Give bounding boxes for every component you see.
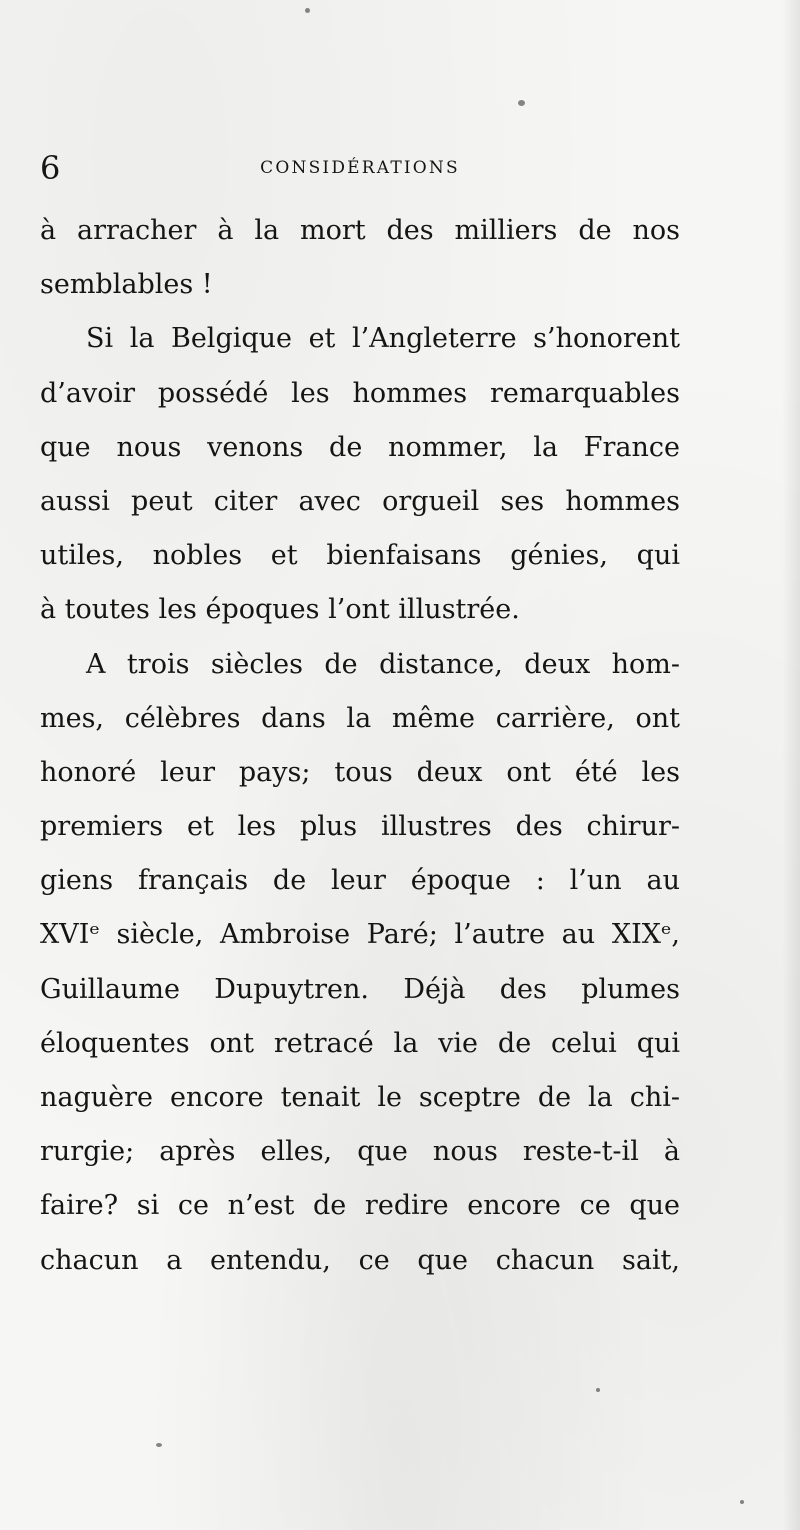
text-line: à arracher à la mort des milliers de nos xyxy=(40,215,680,246)
paper-speck xyxy=(305,8,310,13)
text-line: honoré leur pays; tous deux ont été les xyxy=(40,756,680,788)
text-line: naguère encore tenait le sceptre de la chi- xyxy=(40,1082,680,1113)
text-line: que nous venons de nommer, la France xyxy=(40,431,680,463)
body-text xyxy=(40,204,680,1288)
text-line: aussi peut citer avec orgueil ses hommes xyxy=(40,485,680,517)
paper-speck xyxy=(156,1443,162,1447)
text-line: utiles, nobles et bienfaisans génies, qui xyxy=(40,540,680,572)
text-line: rurgie; après elles, que nous reste-t-il à xyxy=(40,1136,680,1168)
text-line: Guillaume Dupuytren. Déjà des plumes xyxy=(40,973,680,1005)
text-line: mes, célèbres dans la même carrière, ont xyxy=(40,702,680,734)
paper-speck xyxy=(518,100,525,106)
text-line: d’avoir possédé les hommes remarquables xyxy=(40,377,680,409)
text-line: Si la Belgique et l’Angleterre s’honorent xyxy=(86,323,680,355)
text-line: faire? si ce n’est de redire encore ce que xyxy=(40,1190,680,1222)
page-edge-shadow xyxy=(782,0,800,1530)
page-number: 6 xyxy=(40,149,61,187)
text-line: à toutes les époques l’ont illustrée. xyxy=(40,594,520,626)
text-line: giens français de leur époque : l’un au xyxy=(40,865,680,897)
text-line: premiers et les plus illustres des chirur- xyxy=(40,811,680,843)
paper-speck xyxy=(740,1500,744,1504)
running-title: CONSIDÉRATIONS xyxy=(260,158,460,178)
running-head xyxy=(40,150,680,186)
paper-speck xyxy=(596,1388,600,1392)
text-line: éloquentes ont retracé la vie de celui qui xyxy=(40,1027,680,1059)
text-line: A trois siècles de distance, deux hom- xyxy=(86,648,680,680)
text-line: semblables ! xyxy=(40,269,213,301)
text-line: XVIᵉ siècle, Ambroise Paré; l’autre au XIXᵉ, xyxy=(40,919,680,951)
text-line: chacun a entendu, ce que chacun sait, xyxy=(40,1244,680,1276)
